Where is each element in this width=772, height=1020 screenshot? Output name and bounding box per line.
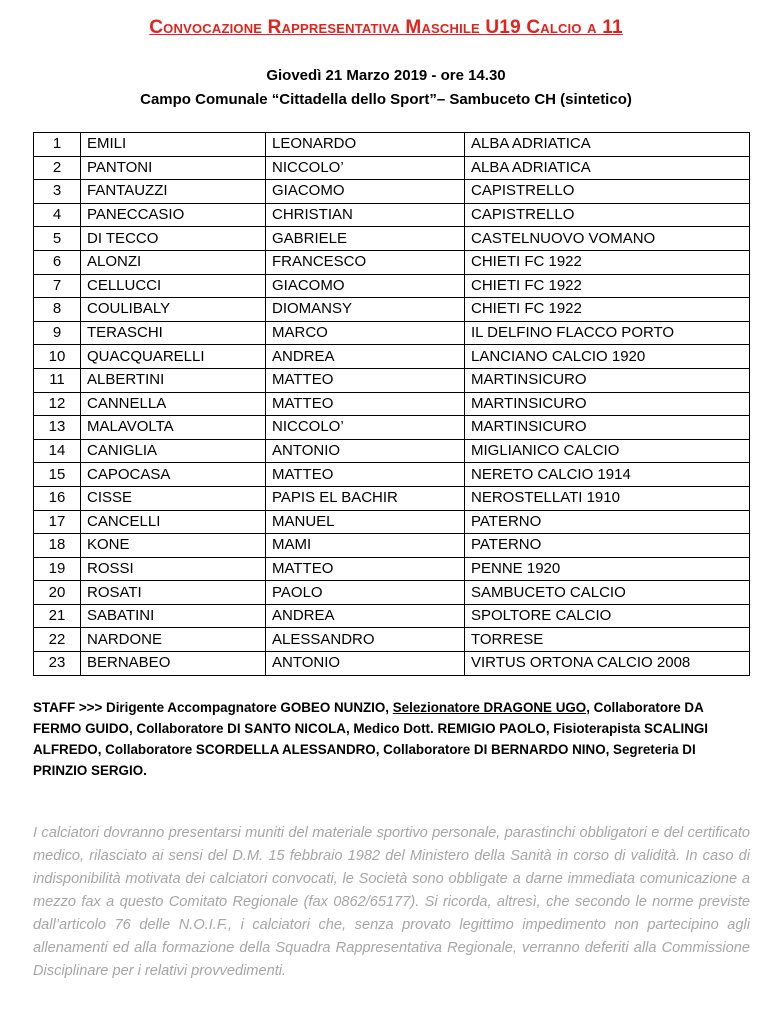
player-number: 16	[34, 486, 81, 510]
player-name: LEONARDO	[266, 133, 465, 157]
player-club: ALBA ADRIATICA	[465, 156, 750, 180]
table-row	[34, 180, 750, 204]
player-club: SPOLTORE CALCIO	[465, 604, 750, 628]
player-club: MARTINSICURO	[465, 392, 750, 416]
player-surname: COULIBALY	[81, 298, 266, 322]
table-row	[34, 133, 750, 157]
table-row	[34, 486, 750, 510]
player-number: 3	[34, 180, 81, 204]
player-number: 18	[34, 534, 81, 558]
player-name: GIACOMO	[266, 274, 465, 298]
player-surname: DI TECCO	[81, 227, 266, 251]
table-row	[34, 203, 750, 227]
player-club: TORRESE	[465, 628, 750, 652]
table-row	[34, 392, 750, 416]
player-club: PENNE 1920	[465, 557, 750, 581]
staff-text-2: , Collaboratore DA FERMO GUIDO, Collaboratore DI SANTO NICOLA, Medico Dott. REMIGIO PAOLO, Fisioterapista SCALINGI ALFREDO, Collaboratore SCORDELLA ALESSANDRO, Collaboratore DI BERNARDO NINO, Segreteria DI PRINZIO SERGIO.	[33, 700, 709, 778]
player-surname: CAPOCASA	[81, 463, 266, 487]
roster-table	[33, 132, 750, 676]
table-row	[34, 628, 750, 652]
player-number: 13	[34, 416, 81, 440]
table-row	[34, 581, 750, 605]
player-surname: FANTAUZZI	[81, 180, 266, 204]
player-name: PAPIS EL BACHIR	[266, 486, 465, 510]
player-club: ALBA ADRIATICA	[465, 133, 750, 157]
player-number: 22	[34, 628, 81, 652]
player-name: MATTEO	[266, 557, 465, 581]
player-club: CAPISTRELLO	[465, 180, 750, 204]
player-name: NICCOLO’	[266, 416, 465, 440]
player-club: MIGLIANICO CALCIO	[465, 439, 750, 463]
player-name: MATTEO	[266, 463, 465, 487]
player-club: MARTINSICURO	[465, 368, 750, 392]
table-row	[34, 416, 750, 440]
table-row	[34, 321, 750, 345]
document-title: Convocazione Rappresentativa Maschile U19 Calcio a 11	[149, 17, 623, 38]
date-line: Giovedì 21 Marzo 2019 - ore 14.30	[266, 67, 506, 84]
player-club: MARTINSICURO	[465, 416, 750, 440]
player-surname: QUACQUARELLI	[81, 345, 266, 369]
player-number: 1	[34, 133, 81, 157]
player-surname: TERASCHI	[81, 321, 266, 345]
player-club: CHIETI FC 1922	[465, 274, 750, 298]
table-row	[34, 368, 750, 392]
player-number: 5	[34, 227, 81, 251]
player-number: 7	[34, 274, 81, 298]
table-row	[34, 345, 750, 369]
player-name: FRANCESCO	[266, 250, 465, 274]
player-surname: CANCELLI	[81, 510, 266, 534]
player-name: MANUEL	[266, 510, 465, 534]
player-name: NICCOLO’	[266, 156, 465, 180]
player-number: 21	[34, 604, 81, 628]
table-row	[34, 604, 750, 628]
table-row	[34, 274, 750, 298]
player-club: PATERNO	[465, 510, 750, 534]
player-surname: BERNABEO	[81, 652, 266, 676]
table-row	[34, 156, 750, 180]
player-number: 19	[34, 557, 81, 581]
player-name: ANTONIO	[266, 439, 465, 463]
player-number: 11	[34, 368, 81, 392]
player-number: 12	[34, 392, 81, 416]
player-club: PATERNO	[465, 534, 750, 558]
table-row	[34, 463, 750, 487]
table-row	[34, 557, 750, 581]
player-number: 9	[34, 321, 81, 345]
staff-selector: Selezionatore DRAGONE UGO	[392, 700, 587, 715]
table-row	[34, 510, 750, 534]
player-number: 17	[34, 510, 81, 534]
venue-line: Campo Comunale “Cittadella dello Sport”– Sambuceto CH (sintetico)	[140, 91, 632, 108]
player-name: ANTONIO	[266, 652, 465, 676]
player-surname: KONE	[81, 534, 266, 558]
player-surname: EMILI	[81, 133, 266, 157]
player-name: GIACOMO	[266, 180, 465, 204]
player-club: CAPISTRELLO	[465, 203, 750, 227]
table-row	[34, 227, 750, 251]
player-number: 4	[34, 203, 81, 227]
player-surname: ROSATI	[81, 581, 266, 605]
player-number: 15	[34, 463, 81, 487]
player-surname: CISSE	[81, 486, 266, 510]
player-surname: ALONZI	[81, 250, 266, 274]
player-surname: CANIGLIA	[81, 439, 266, 463]
player-name: MATTEO	[266, 392, 465, 416]
player-surname: NARDONE	[81, 628, 266, 652]
player-name: DIOMANSY	[266, 298, 465, 322]
player-surname: ROSSI	[81, 557, 266, 581]
player-number: 14	[34, 439, 81, 463]
staff-text-1: STAFF >>> Dirigente Accompagnatore GOBEO NUNZIO,	[33, 700, 393, 715]
staff-paragraph	[33, 697, 748, 781]
player-name: MATTEO	[266, 368, 465, 392]
player-number: 20	[34, 581, 81, 605]
notes-paragraph: I calciatori dovranno presentarsi muniti del materiale sportivo personale, parastinchi obbligatori e del certificato medico, rilasciato ai sensi del D.M. 15 febbraio 1982 del Ministero della Sanità in corso di validità. In caso di indisponibilità motivata dei calciatori convocati, le Società sono obbligate a darne immediata comunicazione a mezzo fax a questo Comitato Regionale (fax 0862/65177). Si ricorda, altresì, che secondo le norme previste dall’articolo 76 delle N.O.I.F., i calciatori che, senza provato legittimo impedimento non partecipino agli allenamenti ed alla formazione della Squadra Rappresentativa Regionale, verranno deferiti alla Commissione Disciplinare per i relativi provvedimenti.	[33, 825, 750, 979]
player-number: 2	[34, 156, 81, 180]
table-row	[34, 439, 750, 463]
player-club: NERETO CALCIO 1914	[465, 463, 750, 487]
player-surname: ALBERTINI	[81, 368, 266, 392]
player-surname: MALAVOLTA	[81, 416, 266, 440]
player-club: CHIETI FC 1922	[465, 250, 750, 274]
player-surname: SABATINI	[81, 604, 266, 628]
player-surname: PANECCASIO	[81, 203, 266, 227]
player-name: MARCO	[266, 321, 465, 345]
player-club: IL DELFINO FLACCO PORTO	[465, 321, 750, 345]
player-name: GABRIELE	[266, 227, 465, 251]
table-row	[34, 652, 750, 676]
player-number: 8	[34, 298, 81, 322]
roster-body	[34, 133, 750, 676]
player-surname: CELLUCCI	[81, 274, 266, 298]
table-row	[34, 534, 750, 558]
table-row	[34, 298, 750, 322]
table-row	[34, 250, 750, 274]
player-name: ALESSANDRO	[266, 628, 465, 652]
player-name: PAOLO	[266, 581, 465, 605]
player-club: CASTELNUOVO VOMANO	[465, 227, 750, 251]
player-name: CHRISTIAN	[266, 203, 465, 227]
player-club: LANCIANO CALCIO 1920	[465, 345, 750, 369]
player-number: 6	[34, 250, 81, 274]
player-club: SAMBUCETO CALCIO	[465, 581, 750, 605]
player-club: NEROSTELLATI 1910	[465, 486, 750, 510]
player-name: MAMI	[266, 534, 465, 558]
player-club: VIRTUS ORTONA CALCIO 2008	[465, 652, 750, 676]
player-number: 23	[34, 652, 81, 676]
player-number: 10	[34, 345, 81, 369]
player-surname: PANTONI	[81, 156, 266, 180]
player-surname: CANNELLA	[81, 392, 266, 416]
player-name: ANDREA	[266, 604, 465, 628]
player-name: ANDREA	[266, 345, 465, 369]
player-club: CHIETI FC 1922	[465, 298, 750, 322]
